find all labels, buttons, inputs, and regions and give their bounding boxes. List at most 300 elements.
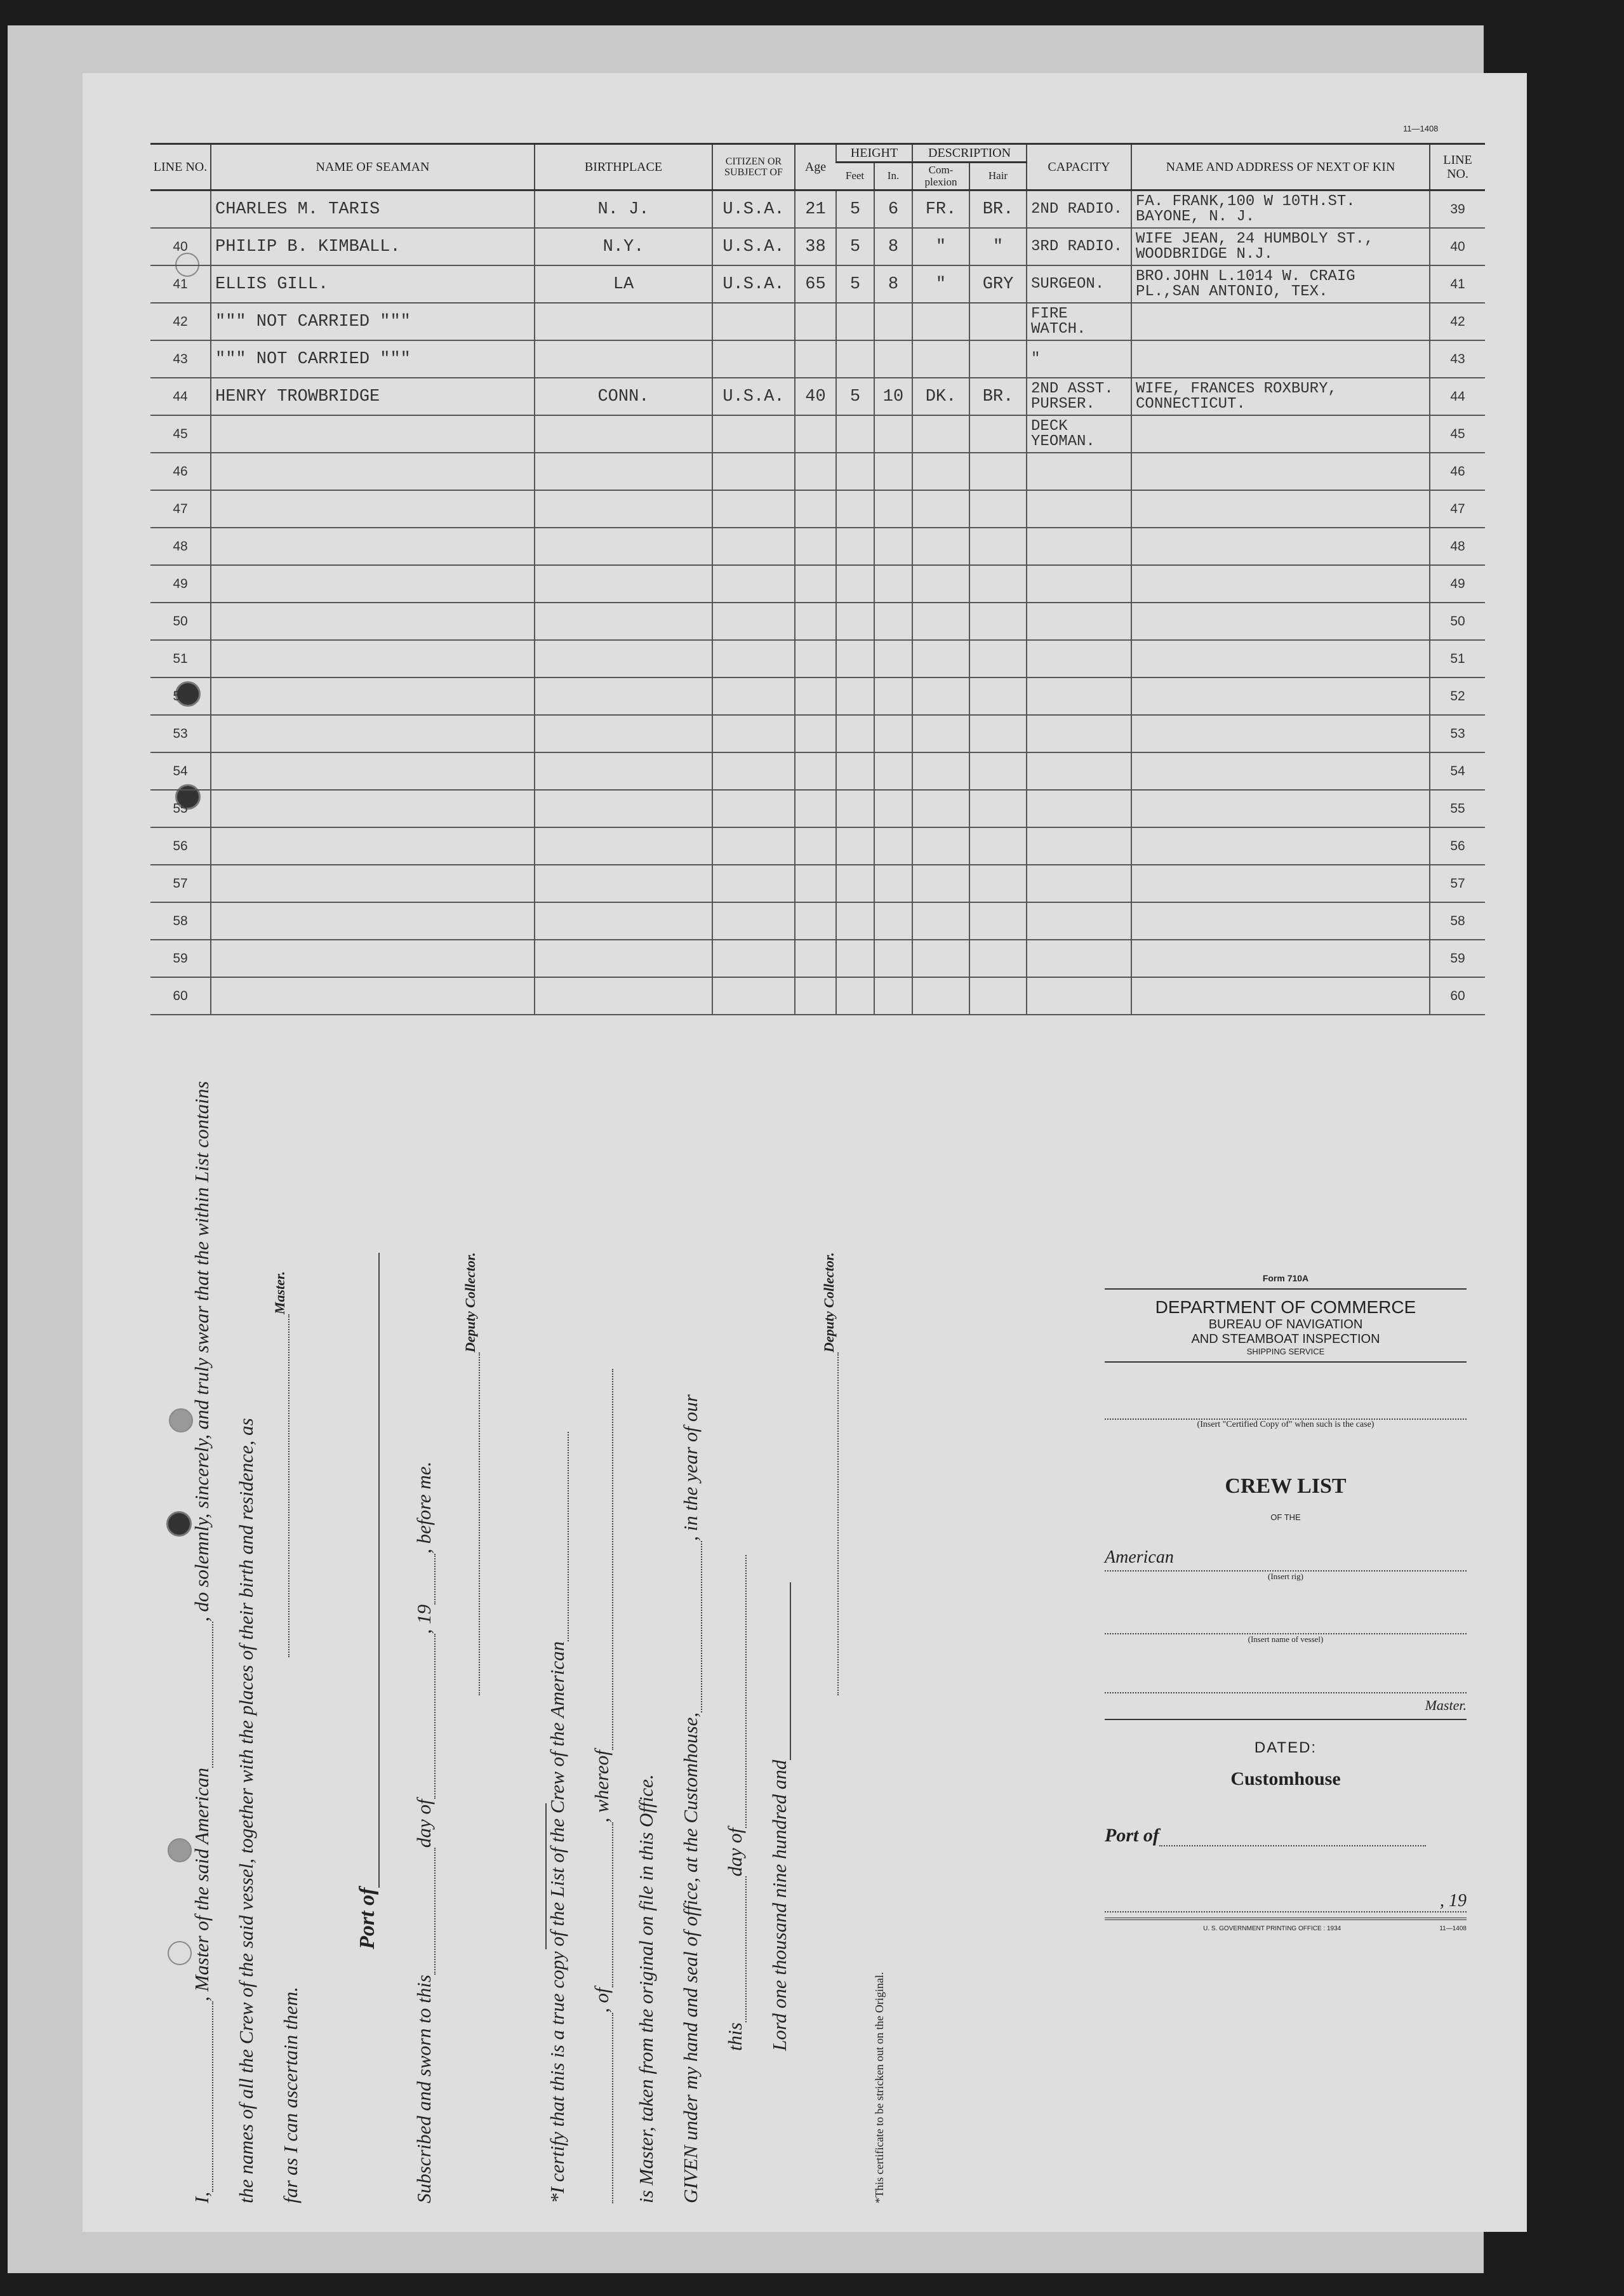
line-number-right: 41	[1430, 265, 1485, 303]
height-inches: 6	[874, 190, 912, 229]
hair	[969, 715, 1027, 752]
citizen: U.S.A.	[712, 190, 795, 229]
height-feet	[836, 677, 874, 715]
punch-hole	[168, 1838, 192, 1862]
line-number-right: 45	[1430, 415, 1485, 453]
citizen	[712, 303, 795, 340]
citizen	[712, 715, 795, 752]
vessel-name-field	[1105, 1610, 1467, 1634]
complexion	[912, 902, 969, 940]
birthplace	[535, 827, 712, 865]
insert-rig-hint: (Insert rig)	[1268, 1572, 1303, 1581]
complexion	[912, 940, 969, 977]
birthplace	[535, 415, 712, 453]
citizen	[712, 340, 795, 378]
birthplace	[535, 677, 712, 715]
table-row	[150, 190, 1485, 229]
height-inches	[874, 415, 912, 453]
hair	[969, 415, 1027, 453]
capacity: 2ND ASST. PURSER.	[1027, 378, 1131, 415]
seaman-name	[211, 490, 535, 528]
table-row	[150, 378, 1485, 415]
double-rule	[1105, 1918, 1467, 1920]
citizen	[712, 790, 795, 827]
capacity	[1027, 902, 1131, 940]
hair	[969, 977, 1027, 1015]
birthplace: LA	[535, 265, 712, 303]
complexion	[912, 790, 969, 827]
seaman-name	[211, 603, 535, 640]
height-feet: 5	[836, 190, 874, 229]
deputy-signature-line	[479, 1352, 480, 1695]
of-the: OF THE	[1270, 1512, 1301, 1522]
line-number-right: 44	[1430, 378, 1485, 415]
next-of-kin	[1131, 490, 1430, 528]
line-number-right: 54	[1430, 752, 1485, 790]
hair	[969, 940, 1027, 977]
header-description: DESCRIPTION	[912, 144, 1027, 163]
seaman-name: """ NOT CARRIED """	[211, 303, 535, 340]
line-number-right: 56	[1430, 827, 1485, 865]
seaman-name	[211, 640, 535, 677]
seaman-name	[211, 715, 535, 752]
capacity	[1027, 715, 1131, 752]
height-feet	[836, 640, 874, 677]
height-inches	[874, 528, 912, 565]
height-feet	[836, 603, 874, 640]
birthplace	[535, 902, 712, 940]
height-inches	[874, 865, 912, 902]
crew-table	[150, 143, 1485, 1015]
cover-year: , 19	[1105, 1891, 1467, 1912]
line-number: 42	[150, 303, 211, 340]
line-number-right: 50	[1430, 603, 1485, 640]
hair	[969, 865, 1027, 902]
line-number: 51	[150, 640, 211, 677]
table-row	[150, 228, 1485, 265]
dated-label: DATED:	[1254, 1739, 1317, 1756]
complexion	[912, 603, 969, 640]
line-number: 45	[150, 415, 211, 453]
hair	[969, 528, 1027, 565]
complexion: "	[912, 228, 969, 265]
birthplace	[535, 490, 712, 528]
next-of-kin	[1131, 528, 1430, 565]
line-number	[150, 190, 211, 229]
seaman-name	[211, 902, 535, 940]
line-number: 56	[150, 827, 211, 865]
complexion	[912, 453, 969, 490]
next-of-kin	[1131, 715, 1430, 752]
punch-hole	[169, 1408, 193, 1432]
citizen: U.S.A.	[712, 228, 795, 265]
oath-swear: , do solemnly, sincerely, and truly swear that the within List contains	[190, 1081, 213, 1622]
height-inches	[874, 565, 912, 603]
next-of-kin	[1131, 640, 1430, 677]
next-of-kin: WIFE JEAN, 24 HUMBOLY ST., WOODBRIDGE N.J.	[1131, 228, 1430, 265]
complexion	[912, 528, 969, 565]
hair: GRY	[969, 265, 1027, 303]
citizen: U.S.A.	[712, 378, 795, 415]
line-number-right: 58	[1430, 902, 1485, 940]
oath-port-of: Port of	[356, 1887, 379, 1949]
height-feet: 5	[836, 265, 874, 303]
hair: BR.	[969, 378, 1027, 415]
age	[795, 977, 836, 1015]
line-number: 43	[150, 340, 211, 378]
subscribed-d: , before me.	[413, 1461, 435, 1554]
header-hair: Hair	[969, 163, 1027, 190]
line-number: 58	[150, 902, 211, 940]
hair	[969, 752, 1027, 790]
citizen	[712, 977, 795, 1015]
citizen	[712, 415, 795, 453]
height-inches	[874, 303, 912, 340]
complexion: FR.	[912, 190, 969, 229]
citizen	[712, 940, 795, 977]
height-inches	[874, 902, 912, 940]
height-inches	[874, 677, 912, 715]
height-inches	[874, 752, 912, 790]
height-feet	[836, 865, 874, 902]
hair: BR.	[969, 190, 1027, 229]
capacity	[1027, 752, 1131, 790]
seaman-name	[211, 977, 535, 1015]
next-of-kin: WIFE, FRANCES ROXBURY, CONNECTICUT.	[1131, 378, 1430, 415]
line-number: 57	[150, 865, 211, 902]
header-complexion: Com-plexion	[912, 163, 969, 190]
height-inches	[874, 340, 912, 378]
capacity	[1027, 453, 1131, 490]
rule	[1105, 1288, 1467, 1290]
seaman-name	[211, 752, 535, 790]
table-row	[150, 528, 1485, 565]
height-feet	[836, 977, 874, 1015]
form-number-top: 11—1408	[1403, 124, 1439, 133]
line-number-right: 43	[1430, 340, 1485, 378]
header-line-no-right: LINE NO.	[1430, 144, 1485, 190]
header-kin: NAME AND ADDRESS OF NEXT OF KIN	[1131, 144, 1430, 190]
next-of-kin	[1131, 865, 1430, 902]
capacity	[1027, 528, 1131, 565]
table-row	[150, 265, 1485, 303]
deputy-collector-2: Deputy Collector.	[821, 1252, 837, 1352]
table-row	[150, 902, 1485, 940]
day-blank	[434, 1848, 436, 1975]
year-blank	[434, 1554, 436, 1605]
table-row	[150, 603, 1485, 640]
printing-office: U. S. GOVERNMENT PRINTING OFFICE : 1934	[1203, 1925, 1341, 1932]
capacity: FIRE WATCH.	[1027, 303, 1131, 340]
seaman-name	[211, 677, 535, 715]
table-row	[150, 827, 1485, 865]
oath-line-3: far as I can ascertain them.	[279, 1987, 302, 2203]
hair	[969, 677, 1027, 715]
this-b: day of	[724, 1827, 746, 1877]
age	[795, 940, 836, 977]
next-of-kin	[1131, 827, 1430, 865]
citizen	[712, 565, 795, 603]
seaman-name	[211, 865, 535, 902]
customhouse-label: Customhouse	[1230, 1768, 1341, 1789]
subscribed-a: Subscribed and sworn to this	[413, 1975, 435, 2203]
certify-blank-1	[612, 2013, 613, 2203]
line-number-right: 49	[1430, 565, 1485, 603]
line-number: 44	[150, 378, 211, 415]
cover-form-no: 11—1408	[1439, 1925, 1467, 1932]
birthplace	[535, 715, 712, 752]
oath-port-line	[378, 1253, 380, 1888]
birthplace	[535, 340, 712, 378]
age	[795, 565, 836, 603]
age	[795, 528, 836, 565]
seaman-name	[211, 827, 535, 865]
deputy-signature-line-2	[837, 1352, 839, 1695]
next-of-kin: FA. FRANK,100 W 10TH.ST. BAYONE, N. J.	[1131, 190, 1430, 229]
oath-line-2: the names of all the Crew of the said vessel, together with the places of their birth and residence, as	[235, 1418, 257, 2203]
birthplace: CONN.	[535, 378, 712, 415]
line-number: 53	[150, 715, 211, 752]
complexion	[912, 565, 969, 603]
birthplace	[535, 640, 712, 677]
punch-hole	[166, 1511, 192, 1537]
shipping-service: SHIPPING SERVICE	[1246, 1347, 1325, 1356]
insert-certified: (Insert "Certified Copy of" when such is the case)	[1197, 1420, 1374, 1429]
header-line-no: LINE NO.	[150, 144, 211, 190]
birthplace	[535, 977, 712, 1015]
table-row	[150, 940, 1485, 977]
age: 65	[795, 265, 836, 303]
line-number-right: 40	[1430, 228, 1485, 265]
hair	[969, 565, 1027, 603]
hair	[969, 340, 1027, 378]
citizen	[712, 640, 795, 677]
hair	[969, 603, 1027, 640]
complexion	[912, 340, 969, 378]
line-number-right: 39	[1430, 190, 1485, 229]
capacity	[1027, 640, 1131, 677]
line-number-right: 60	[1430, 977, 1485, 1015]
next-of-kin	[1131, 902, 1430, 940]
hair	[969, 790, 1027, 827]
table-row	[150, 752, 1485, 790]
table-row	[150, 640, 1485, 677]
department-title: DEPARTMENT OF COMMERCE	[1155, 1297, 1416, 1317]
cover-port-of-text: Port of	[1105, 1825, 1159, 1846]
next-of-kin	[1131, 565, 1430, 603]
seaman-name	[211, 528, 535, 565]
certify-c: , whereof	[590, 1750, 613, 1823]
height-inches	[874, 603, 912, 640]
capacity	[1027, 977, 1131, 1015]
certify-d: is Master, taken from the original on file in this Office.	[635, 1774, 657, 2203]
seaman-name: """ NOT CARRIED """	[211, 340, 535, 378]
age: 21	[795, 190, 836, 229]
next-of-kin: BRO.JOHN L.1014 W. CRAIG PL.,SAN ANTONIO, TEX.	[1131, 265, 1430, 303]
this-month-blank	[745, 1555, 747, 1828]
deputy-collector-1: Deputy Collector.	[462, 1252, 478, 1352]
citizen	[712, 752, 795, 790]
hair	[969, 453, 1027, 490]
lord: Lord one thousand nine hundred and	[768, 1759, 790, 2051]
citizen	[712, 490, 795, 528]
age	[795, 902, 836, 940]
next-of-kin	[1131, 752, 1430, 790]
header-citizen: CITIZEN OR SUBJECT OF	[712, 144, 795, 190]
table-row	[150, 977, 1485, 1015]
line-number-right: 48	[1430, 528, 1485, 565]
age	[795, 415, 836, 453]
header-height: HEIGHT	[836, 144, 912, 163]
subscribed-b: day of	[413, 1799, 435, 1848]
height-inches	[874, 490, 912, 528]
height-inches	[874, 715, 912, 752]
capacity: "	[1027, 340, 1131, 378]
oath-name-blank	[212, 2001, 213, 2192]
complexion	[912, 715, 969, 752]
age	[795, 453, 836, 490]
header-feet: Feet	[836, 163, 874, 190]
bureau-line-1: BUREAU OF NAVIGATION	[1208, 1318, 1363, 1332]
month-blank	[434, 1634, 436, 1799]
birthplace	[535, 453, 712, 490]
given-blank	[701, 1541, 702, 1712]
certify-vessel-blank	[568, 1432, 569, 1641]
certify-blank-3	[612, 1369, 613, 1750]
capacity	[1027, 790, 1131, 827]
certify-b: , of	[590, 1987, 613, 2013]
table-row	[150, 490, 1485, 528]
cover-port-blank	[1159, 1845, 1426, 1846]
seaman-name	[211, 415, 535, 453]
seaman-name: ELLIS GILL.	[211, 265, 535, 303]
age	[795, 603, 836, 640]
citizen	[712, 528, 795, 565]
line-number: 60	[150, 977, 211, 1015]
birthplace	[535, 940, 712, 977]
line-number: 50	[150, 603, 211, 640]
oath-master-of: , Master of the said American	[190, 1767, 213, 2001]
age	[795, 790, 836, 827]
crew-list-title: CREW LIST	[1225, 1474, 1347, 1498]
line-number: 49	[150, 565, 211, 603]
height-feet	[836, 752, 874, 790]
line-number-right: 42	[1430, 303, 1485, 340]
age	[795, 490, 836, 528]
age	[795, 640, 836, 677]
next-of-kin	[1131, 603, 1430, 640]
complexion	[912, 827, 969, 865]
height-feet	[836, 490, 874, 528]
seaman-name	[211, 565, 535, 603]
capacity: SURGEON.	[1027, 265, 1131, 303]
height-feet	[836, 827, 874, 865]
capacity: 2ND RADIO.	[1027, 190, 1131, 229]
citizen: U.S.A.	[712, 265, 795, 303]
line-number: 40	[150, 228, 211, 265]
oath-vessel-blank	[212, 1622, 213, 1768]
height-feet	[836, 340, 874, 378]
line-number-right: 53	[1430, 715, 1485, 752]
height-feet	[836, 940, 874, 977]
birthplace: N.Y.	[535, 228, 712, 265]
birthplace	[535, 790, 712, 827]
height-inches	[874, 940, 912, 977]
line-number: 52	[150, 677, 211, 715]
line-number: 46	[150, 453, 211, 490]
line-number-right: 59	[1430, 940, 1485, 977]
table-row	[150, 453, 1485, 490]
header-name: NAME OF SEAMAN	[211, 144, 535, 190]
certified-copy-blank	[1105, 1368, 1467, 1420]
height-inches	[874, 977, 912, 1015]
complexion	[912, 490, 969, 528]
age	[795, 827, 836, 865]
header-age: Age	[795, 144, 836, 190]
table-row	[150, 415, 1485, 453]
height-inches: 8	[874, 228, 912, 265]
header-inches: In.	[874, 163, 912, 190]
capacity	[1027, 827, 1131, 865]
stricken-note: *This certificate to be stricken out on the Original.	[873, 1972, 886, 2203]
table-row	[150, 340, 1485, 378]
height-feet	[836, 902, 874, 940]
table-row	[150, 865, 1485, 902]
cover-port-of	[1105, 1825, 1467, 1846]
table-row	[150, 790, 1485, 827]
subscribed-c: , 19	[413, 1604, 435, 1634]
capacity	[1027, 565, 1131, 603]
birthplace	[535, 752, 712, 790]
height-feet	[836, 715, 874, 752]
hair	[969, 827, 1027, 865]
birthplace	[535, 528, 712, 565]
citizen	[712, 677, 795, 715]
age: 40	[795, 378, 836, 415]
line-number-right: 55	[1430, 790, 1485, 827]
next-of-kin	[1131, 677, 1430, 715]
height-feet: 5	[836, 228, 874, 265]
given-b: , in the year of our	[679, 1394, 702, 1541]
seaman-name: PHILIP B. KIMBALL.	[211, 228, 535, 265]
age: 38	[795, 228, 836, 265]
line-number: 41	[150, 265, 211, 303]
next-of-kin	[1131, 415, 1430, 453]
hair	[969, 902, 1027, 940]
next-of-kin	[1131, 303, 1430, 340]
punch-hole	[168, 1941, 192, 1965]
line-number-right: 57	[1430, 865, 1485, 902]
hair	[969, 640, 1027, 677]
age	[795, 715, 836, 752]
next-of-kin	[1131, 940, 1430, 977]
table-row	[150, 303, 1485, 340]
height-feet	[836, 415, 874, 453]
american-rig-field: American	[1105, 1547, 1467, 1572]
table-row	[150, 715, 1485, 752]
complexion: DK.	[912, 378, 969, 415]
insert-vessel-hint: (Insert name of vessel)	[1248, 1634, 1324, 1644]
line-number: 54	[150, 752, 211, 790]
rule	[1105, 1361, 1467, 1363]
complexion	[912, 303, 969, 340]
birthplace	[535, 603, 712, 640]
this-a: this	[724, 2022, 746, 2051]
age	[795, 303, 836, 340]
citizen	[712, 603, 795, 640]
this-day-blank	[745, 1876, 747, 2022]
complexion	[912, 677, 969, 715]
